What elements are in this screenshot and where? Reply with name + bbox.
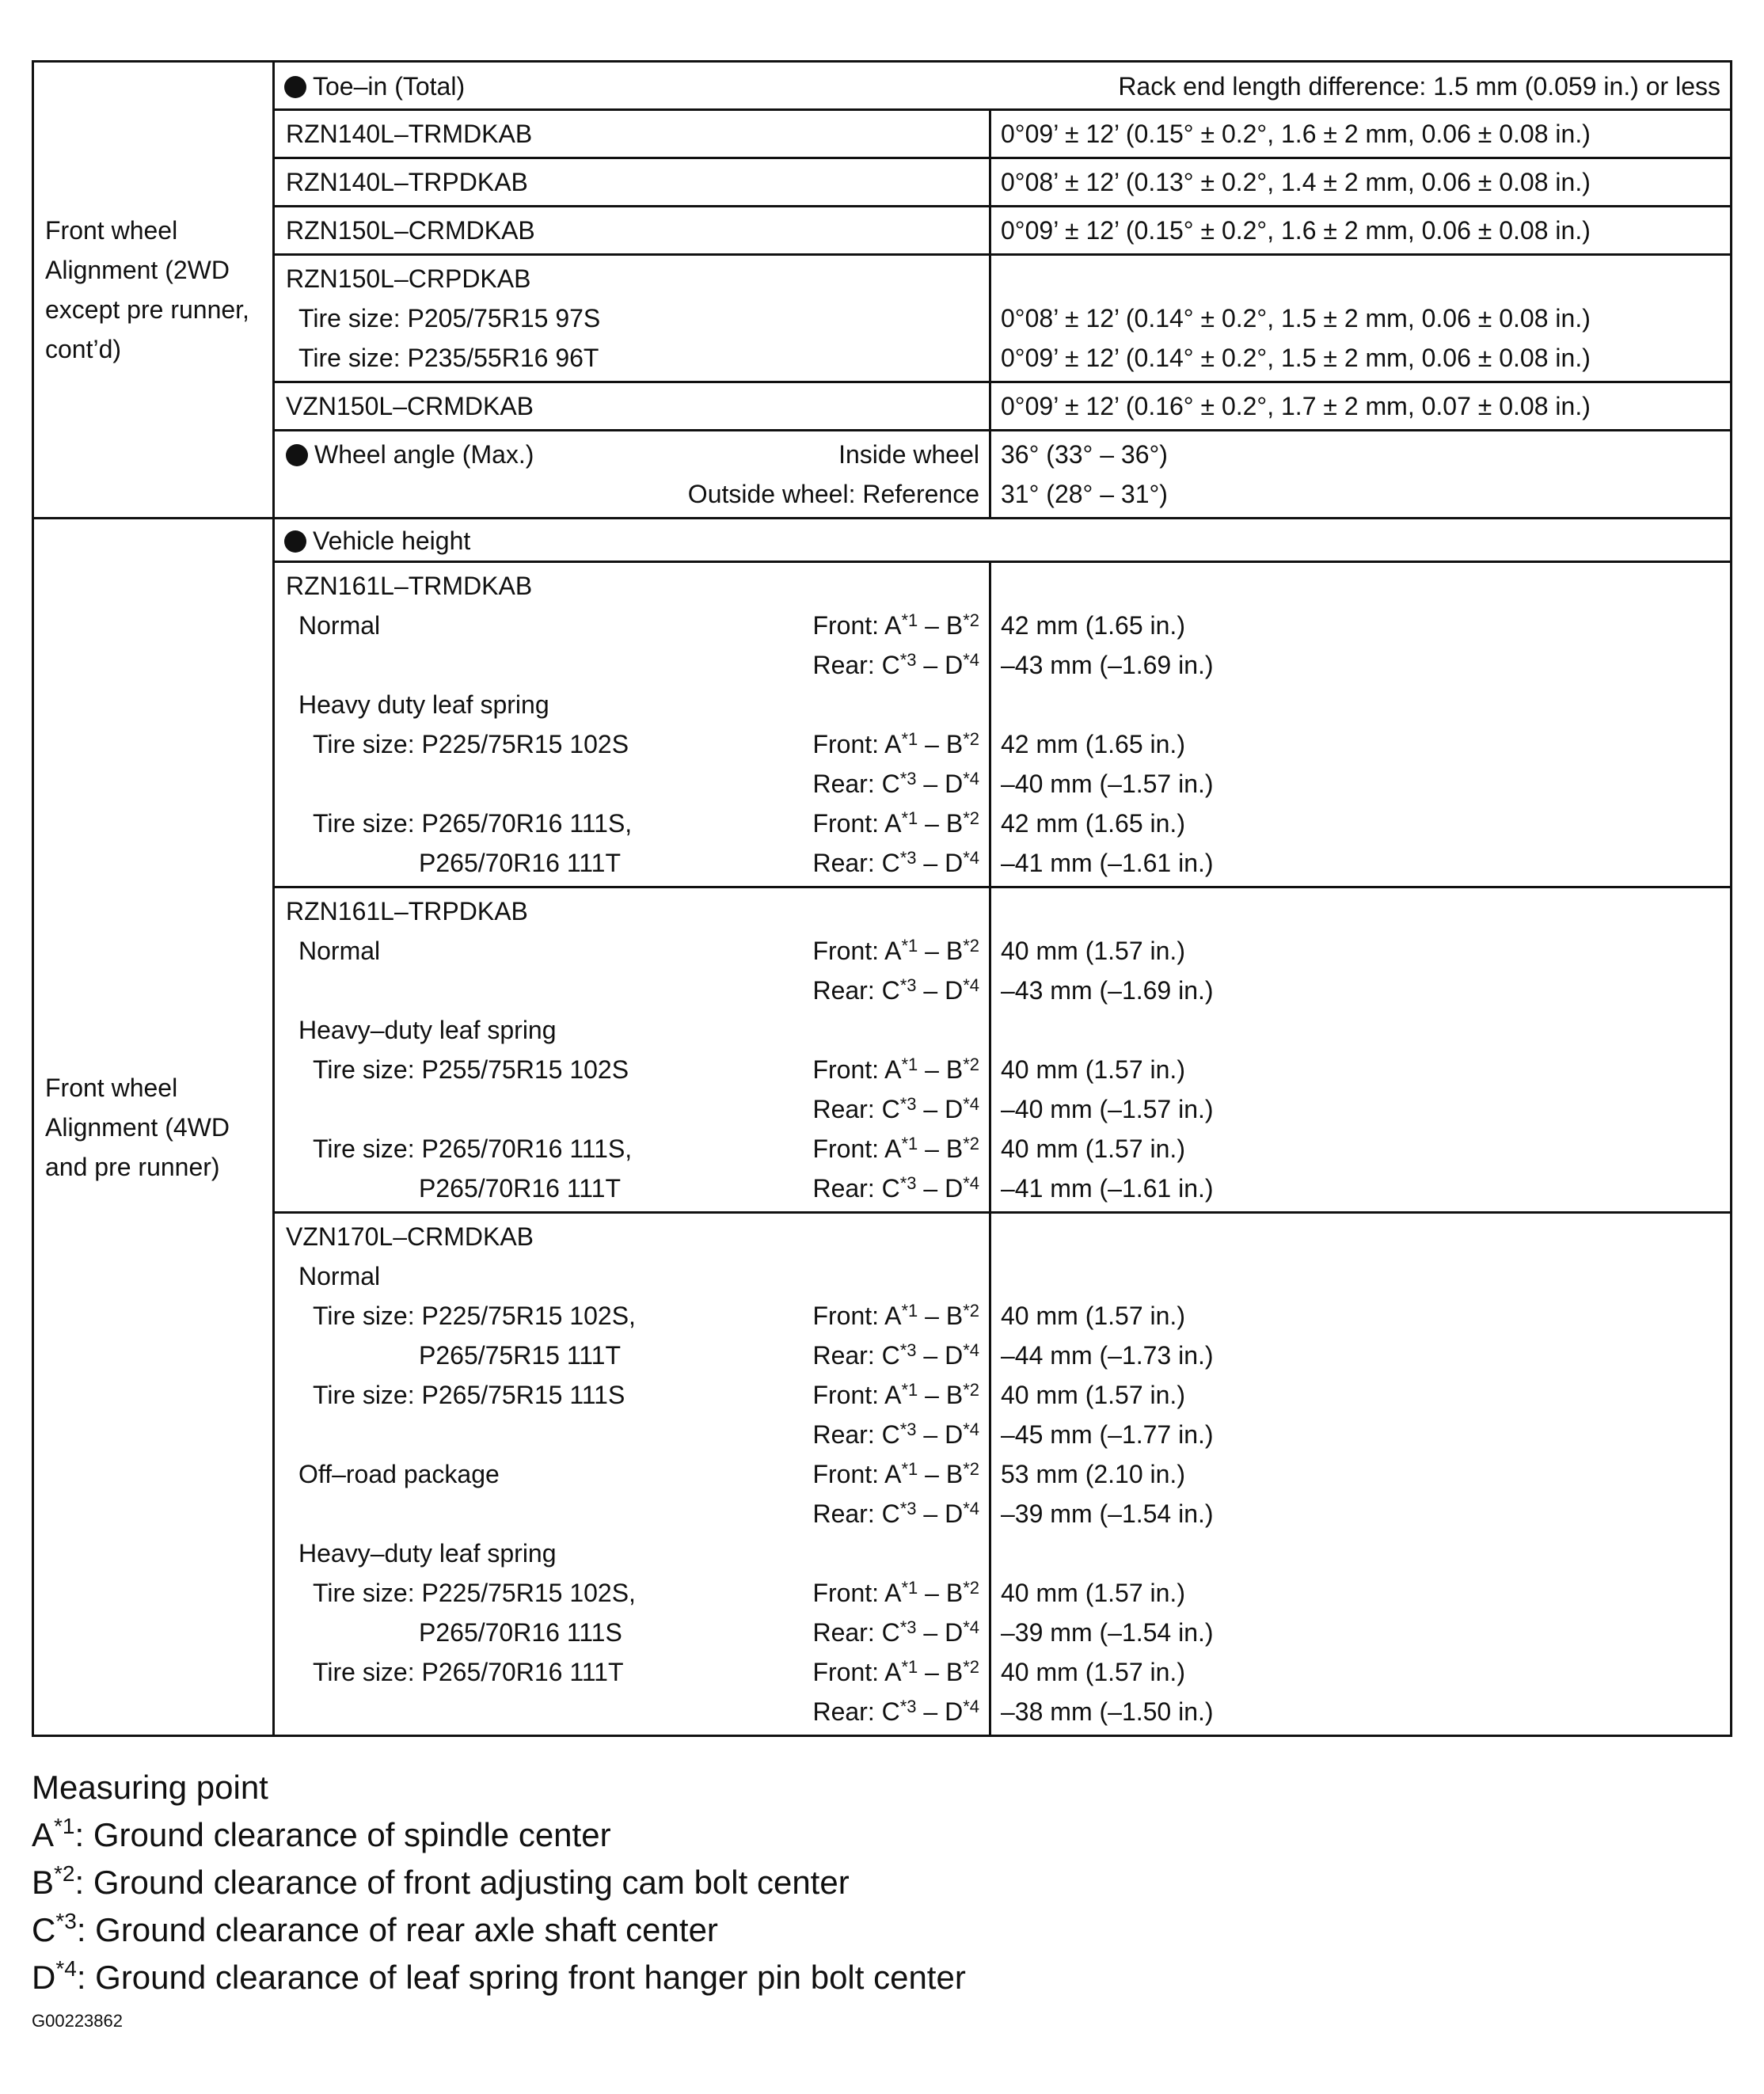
front-measure-label: Front: $A^{*1} - B^{*2}$	[812, 1134, 979, 1163]
tire-size: Tire size: P225/75R15 102S	[313, 730, 629, 758]
notes-title: Measuring point	[32, 1769, 268, 1806]
height-value: 53 mm (2.10 in.)	[1001, 1460, 1185, 1488]
toe-in-value: 0°09’ ± 12’ (0.14° ± 0.2°, 1.5 ± 2 mm, 0.06 ± 0.08 in.)	[1001, 344, 1591, 372]
category-2wd: Front wheel Alignment (2WD except pre runner, cont’d)	[33, 62, 274, 519]
rear-measure-label: Rear: $C^{*3} - D^{*4}$	[812, 1340, 979, 1370]
height-value: 40 mm (1.57 in.)	[1001, 1658, 1185, 1686]
height-value: –43 mm (–1.69 in.)	[1001, 976, 1214, 1005]
table-row	[33, 207, 1732, 255]
height-value: –39 mm (–1.54 in.)	[1001, 1618, 1214, 1647]
height-value: 40 mm (1.57 in.)	[1001, 1381, 1185, 1409]
height-value: –43 mm (–1.69 in.)	[1001, 651, 1214, 679]
tire-size: Tire size: P205/75R15 97S	[298, 304, 601, 333]
model-code: RZN140L–TRMDKAB	[286, 120, 533, 148]
wheel-angle-row	[33, 431, 1732, 519]
measuring-point-notes	[32, 1764, 1732, 2001]
model-code: RZN150L–CRMDKAB	[286, 216, 535, 245]
rack-end-note: Rack end length difference: 1.5 mm (0.059 in.) or less	[1118, 72, 1720, 101]
bullet-icon	[286, 444, 308, 466]
height-value: –41 mm (–1.61 in.)	[1001, 1174, 1214, 1203]
wheel-angle-label: Wheel angle (Max.)	[314, 440, 534, 469]
note-item: $C^{*3}$: Ground clearance of rear axle shaft center	[32, 1909, 718, 1948]
toe-in-header-row	[33, 62, 1732, 110]
tire-size: Tire size: P265/70R16 111T	[313, 1658, 624, 1686]
bullet-icon	[284, 76, 306, 98]
toe-in-value: 0°09’ ± 12’ (0.15° ± 0.2°, 1.6 ± 2 mm, 0.06 ± 0.08 in.)	[1001, 216, 1591, 245]
tire-size: Tire size: P265/75R15 111S	[313, 1381, 625, 1409]
rear-measure-label: Rear: $C^{*3} - D^{*4}$	[812, 1499, 979, 1528]
toe-in-value: 0°08’ ± 12’ (0.13° ± 0.2°, 1.4 ± 2 mm, 0.06 ± 0.08 in.)	[1001, 168, 1591, 196]
model-code: VZN150L–CRMDKAB	[286, 392, 534, 420]
inside-wheel-value: 36° (33° – 36°)	[1001, 440, 1168, 469]
height-value: 40 mm (1.57 in.)	[1001, 1134, 1185, 1163]
vehicle-height-heading: Vehicle height	[313, 526, 471, 555]
table-row	[33, 110, 1732, 158]
table-row	[33, 382, 1732, 431]
rear-measure-label: Rear: $C^{*3} - D^{*4}$	[812, 650, 979, 679]
height-value: 40 mm (1.57 in.)	[1001, 1055, 1185, 1084]
front-measure-label: Front: $A^{*1} - B^{*2}$	[812, 1578, 979, 1607]
rear-measure-label: Rear: $C^{*3} - D^{*4}$	[812, 1094, 979, 1123]
toe-in-header	[274, 62, 1732, 110]
table-row	[33, 158, 1732, 207]
inside-wheel-label: Inside wheel	[838, 440, 979, 469]
front-measure-label: Front: $A^{*1} - B^{*2}$	[812, 1657, 979, 1686]
table-row: RZN161L–TRPDKAB Normal Front: $A^{*1} - B^{*2}$ Rear: $C^{*3} - D^{*4}$ Heavy–duty leaf spring Tire size: P255/75R15 102S Front: $A^{*1} - B^{*2}$ Rear: $C^{*3} - D^{*4}$ Tire size: P265/70R16 111S, Front: $A^{*1} - B^{*2}$ P265/70R16 111T Rear: $C^{*3} - D^{*4}$ 40 mm (1.57 in.) –43 mm (–1.69 in.) 40 mm (1.57 in.) –40 mm (–1.57 in.) 40 mm (1.57 in.) –41 mm (–1.61 in.)	[33, 887, 1732, 1213]
tire-size: Tire size: P265/70R16 111S,	[313, 1134, 633, 1163]
toe-in-heading: Toe–in (Total)	[313, 72, 466, 101]
rear-measure-label: Rear: $C^{*3} - D^{*4}$	[812, 1617, 979, 1647]
height-value: –41 mm (–1.61 in.)	[1001, 849, 1214, 877]
note-item: $A^{*1}$: Ground clearance of spindle center	[32, 1814, 611, 1853]
model-code: RZN161L–TRPDKAB	[286, 897, 528, 925]
table-row: RZN161L–TRMDKAB Normal Front: $A^{*1} - B^{*2}$ Rear: $C^{*3} - D^{*4}$ Heavy duty leaf spring Tire size: P225/75R15 102S Front: $A^{*1} - B^{*2}$ Rear: $C^{*3} - D^{*4}$ Tire size: P265/70R16 111S, Front: $A^{*1} - B^{*2}$ P265/70R16 111T Rear: $C^{*3} - D^{*4}$ 42 mm (1.65 in.) –43 mm (–1.69 in.) 42 mm (1.65 in.) –40 mm (–1.57 in.) 42 mm (1.65 in.) –41 mm (–1.61 in.)	[33, 562, 1732, 887]
height-value: 40 mm (1.57 in.)	[1001, 1302, 1185, 1330]
alignment-spec-table	[32, 60, 1732, 1737]
rear-measure-label: Rear: $C^{*3} - D^{*4}$	[812, 769, 979, 798]
model-code: RZN161L–TRMDKAB	[286, 572, 533, 600]
height-value: 42 mm (1.65 in.)	[1001, 611, 1185, 640]
note-item: $B^{*2}$: Ground clearance of front adjusting cam bolt center	[32, 1861, 850, 1901]
tire-size: P265/70R16 111T	[419, 849, 621, 877]
front-measure-label: Front: $A^{*1} - B^{*2}$	[812, 729, 979, 758]
toe-in-value: 0°09’ ± 12’ (0.15° ± 0.2°, 1.6 ± 2 mm, 0.06 ± 0.08 in.)	[1001, 120, 1591, 148]
note-item: $D^{*4}$: Ground clearance of leaf spring front hanger pin bolt center	[32, 1956, 966, 1996]
height-value: –44 mm (–1.73 in.)	[1001, 1341, 1214, 1370]
model-code: RZN140L–TRPDKAB	[286, 168, 528, 196]
height-value: –38 mm (–1.50 in.)	[1001, 1697, 1214, 1726]
tire-size: Tire size: P255/75R15 102S	[313, 1055, 629, 1084]
model-code: VZN170L–CRMDKAB	[286, 1222, 534, 1251]
height-value: –39 mm (–1.54 in.)	[1001, 1499, 1214, 1528]
table-row: VZN170L–CRMDKAB Normal Tire size: P225/75R15 102S, Front: $A^{*1} - B^{*2}$ P265/75R15 111T Rear: $C^{*3} - D^{*4}$ Tire size: P265/75R15 111S Front: $A^{*1} - B^{*2}$ Rear: $C^{*3} - D^{*4}$ Off–road package Front: $A^{*1} - B^{*2}$ Rear: $C^{*3} - D^{*4}$ Heavy–duty leaf spring Tire size: P225/75R15 102S, Front: $A^{*1} - B^{*2}$ P265/70R16 111S Rear: $C^{*3} - D^{*4}$ Tire size: P265/70R16 111T Front: $A^{*1} - B^{*2}$ Rear: $C^{*3} - D^{*4}$ 40 mm (1.57 in.) –44 mm (–1.73 in.) 40 mm (1.57 in.) –45 mm (–1.77 in.) 53 mm (2.10 in.) –39 mm (–1.54 in.) 40 mm (1.57 in.) –39 mm (–1.54 in.) 40 mm (1.57 in.) –38 mm (–1.50 in.)	[33, 1213, 1732, 1736]
height-value: –40 mm (–1.57 in.)	[1001, 1095, 1214, 1123]
height-value: 42 mm (1.65 in.)	[1001, 809, 1185, 838]
front-measure-label: Front: $A^{*1} - B^{*2}$	[812, 808, 979, 838]
front-measure-label: Front: $A^{*1} - B^{*2}$	[812, 1380, 979, 1409]
rear-measure-label: Rear: $C^{*3} - D^{*4}$	[812, 848, 979, 877]
category-4wd: Front wheel Alignment (4WD and pre runner)	[33, 519, 274, 1736]
model-code: RZN150L–CRPDKAB	[286, 264, 531, 293]
rear-measure-label: Rear: $C^{*3} - D^{*4}$	[812, 1697, 979, 1726]
front-measure-label: Front: $A^{*1} - B^{*2}$	[812, 610, 979, 640]
tire-size: Tire size: P225/75R15 102S,	[313, 1302, 636, 1330]
rear-measure-label: Rear: $C^{*3} - D^{*4}$	[812, 1419, 979, 1449]
tire-size: Tire size: P225/75R15 102S,	[313, 1579, 636, 1607]
figure-id: G00223862	[32, 2011, 123, 2031]
front-measure-label: Front: $A^{*1} - B^{*2}$	[812, 1055, 979, 1084]
front-measure-label: Front: $A^{*1} - B^{*2}$	[812, 936, 979, 965]
height-value: –45 mm (–1.77 in.)	[1001, 1420, 1214, 1449]
height-value: 40 mm (1.57 in.)	[1001, 1579, 1185, 1607]
height-value: 40 mm (1.57 in.)	[1001, 937, 1185, 965]
outside-wheel-value: 31° (28° – 31°)	[1001, 480, 1168, 508]
rear-measure-label: Rear: $C^{*3} - D^{*4}$	[812, 1173, 979, 1203]
vehicle-height-header-row	[33, 519, 1732, 562]
vehicle-height-header	[274, 519, 1732, 562]
tire-size: Tire size: P235/55R16 96T	[298, 344, 599, 372]
height-value: 42 mm (1.65 in.)	[1001, 730, 1185, 758]
front-measure-label: Front: $A^{*1} - B^{*2}$	[812, 1301, 979, 1330]
tire-size: P265/70R16 111S	[419, 1618, 622, 1647]
outside-wheel-label: Outside wheel: Reference	[687, 480, 979, 508]
rear-measure-label: Rear: $C^{*3} - D^{*4}$	[812, 975, 979, 1005]
tire-size: P265/70R16 111T	[419, 1174, 621, 1203]
front-measure-label: Front: $A^{*1} - B^{*2}$	[812, 1459, 979, 1488]
table-row	[33, 255, 1732, 382]
toe-in-value: 0°08’ ± 12’ (0.14° ± 0.2°, 1.5 ± 2 mm, 0.06 ± 0.08 in.)	[1001, 304, 1591, 333]
tire-size: Tire size: P265/70R16 111S,	[313, 809, 633, 838]
toe-in-value: 0°09’ ± 12’ (0.16° ± 0.2°, 1.7 ± 2 mm, 0.07 ± 0.08 in.)	[1001, 392, 1591, 420]
height-value: –40 mm (–1.57 in.)	[1001, 770, 1214, 798]
bullet-icon	[284, 530, 306, 553]
tire-size: P265/75R15 111T	[419, 1341, 621, 1370]
